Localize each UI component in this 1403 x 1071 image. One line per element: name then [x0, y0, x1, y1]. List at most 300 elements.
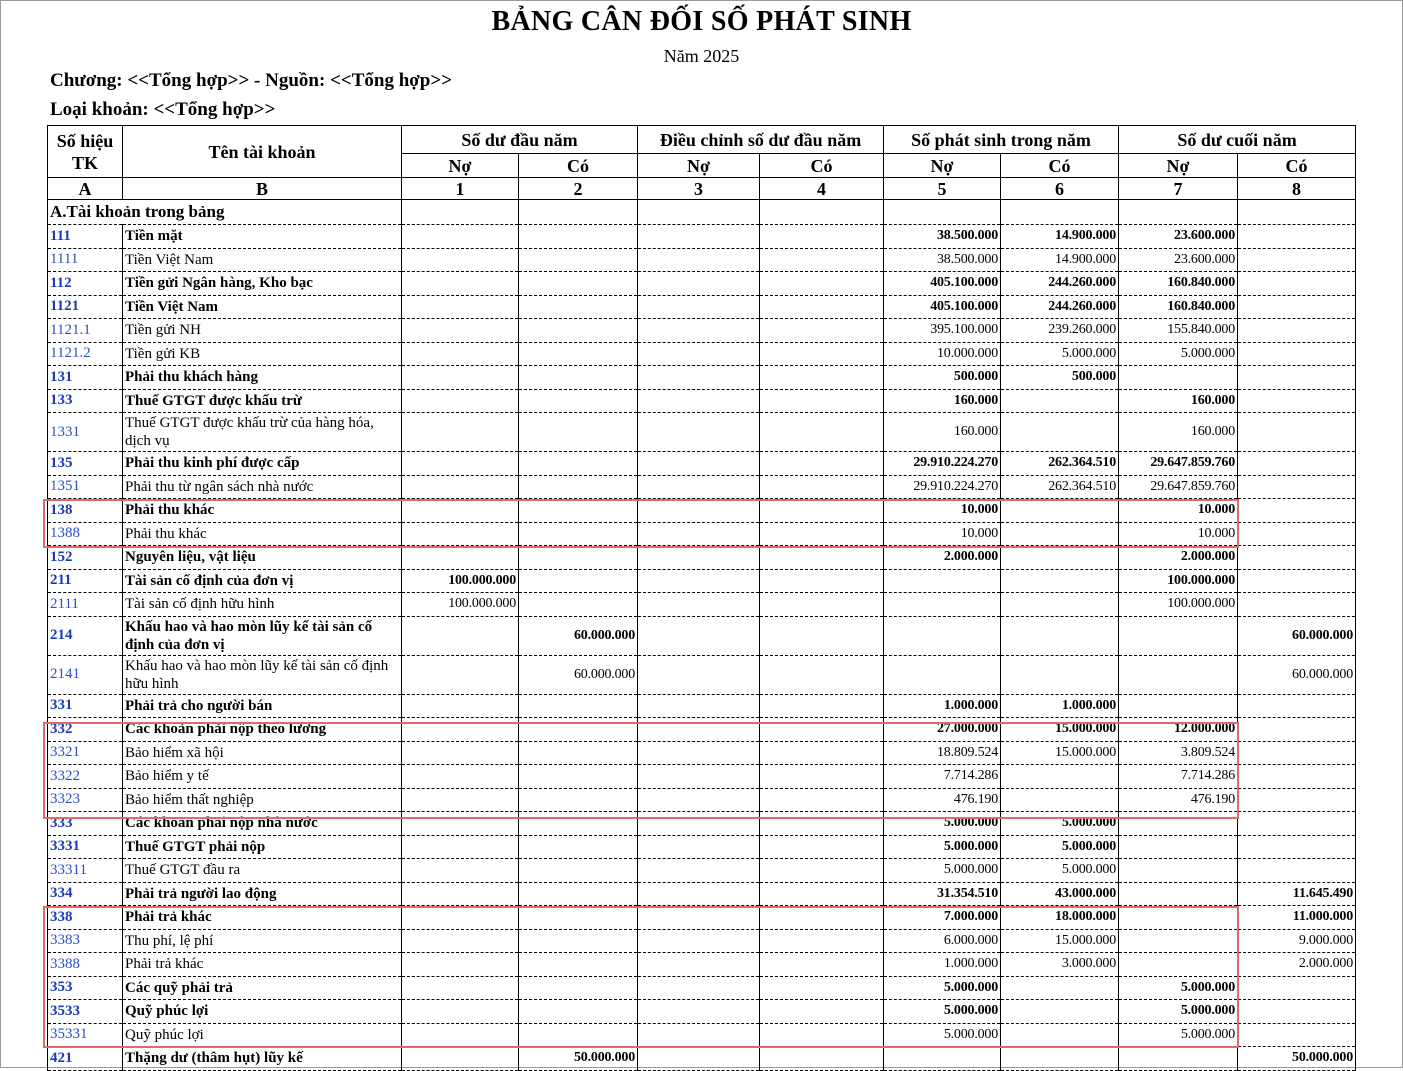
amount-cell [402, 475, 519, 499]
amount-cell [402, 389, 519, 413]
amount-cell [1238, 741, 1356, 765]
amount-cell [519, 389, 638, 413]
amount-cell: 5.000.000 [1119, 1000, 1238, 1024]
amount-cell [1238, 569, 1356, 593]
amount-cell [1238, 272, 1356, 296]
amount-cell: 29.647.859.760 [1119, 452, 1238, 476]
amount-cell: 14.900.000 [1001, 248, 1119, 272]
account-name: Tiền gửi KB [123, 342, 402, 366]
amount-cell [402, 616, 519, 655]
account-name: Phải thu từ ngân sách nhà nước [123, 475, 402, 499]
account-name: Thu phí, lệ phí [123, 929, 402, 953]
account-code[interactable]: 334 [48, 882, 123, 906]
amount-cell [1238, 1023, 1356, 1047]
header-opening-adjustment: Điều chỉnh số dư đầu năm [638, 126, 884, 154]
amount-cell [1119, 882, 1238, 906]
amount-cell [519, 741, 638, 765]
header-opening-balance: Số dư đầu năm [402, 126, 638, 154]
section-title: A.Tài khoản trong bảng [48, 200, 402, 225]
account-code[interactable]: 331 [48, 694, 123, 718]
amount-cell: 60.000.000 [519, 616, 638, 655]
account-name: Các khoản phải nộp nhà nước [123, 812, 402, 836]
amount-cell [402, 835, 519, 859]
account-code[interactable]: 3533 [48, 1000, 123, 1024]
header-credit: Có [1001, 154, 1119, 178]
amount-cell [760, 593, 884, 617]
amount-cell [1238, 319, 1356, 343]
amount-cell [638, 859, 760, 883]
amount-cell: 38.500.000 [884, 225, 1001, 249]
account-code[interactable]: 1388 [48, 522, 123, 546]
amount-cell [519, 812, 638, 836]
amount-cell: 9.000.000 [1238, 929, 1356, 953]
table-row [48, 295, 1356, 319]
amount-cell: 5.000.000 [1119, 1023, 1238, 1047]
amount-cell [1001, 593, 1119, 617]
amount-cell [519, 593, 638, 617]
table-row [48, 248, 1356, 272]
amount-cell: 2.000.000 [1238, 953, 1356, 977]
amount-cell [638, 319, 760, 343]
account-name: Tiền gửi NH [123, 319, 402, 343]
account-name: Thuế GTGT được khấu trừ của hàng hóa, dịch vụ [123, 413, 402, 452]
amount-cell [1238, 413, 1356, 452]
account-name: Tiền Việt Nam [123, 295, 402, 319]
header-debit: Nợ [1119, 154, 1238, 178]
account-code[interactable]: 332 [48, 718, 123, 742]
amount-cell [519, 765, 638, 789]
account-code[interactable]: 3331 [48, 835, 123, 859]
account-name: Bảo hiểm thất nghiệp [123, 788, 402, 812]
amount-cell: 262.364.510 [1001, 452, 1119, 476]
amount-cell: 15.000.000 [1001, 718, 1119, 742]
amount-cell [1001, 522, 1119, 546]
amount-cell [519, 475, 638, 499]
amount-cell [1238, 1000, 1356, 1024]
amount-cell: 29.647.859.760 [1119, 475, 1238, 499]
amount-cell: 5.000.000 [884, 812, 1001, 836]
amount-cell [638, 741, 760, 765]
account-code[interactable]: 211 [48, 569, 123, 593]
amount-cell [402, 788, 519, 812]
amount-cell [1001, 788, 1119, 812]
amount-cell: 5.000.000 [884, 976, 1001, 1000]
account-code[interactable]: 131 [48, 366, 123, 390]
amount-cell [1238, 718, 1356, 742]
account-name: Phải trả cho người bán [123, 694, 402, 718]
amount-cell [402, 953, 519, 977]
header-arising-in-year: Số phát sinh trong năm [884, 126, 1119, 154]
amount-cell [519, 522, 638, 546]
amount-cell [760, 859, 884, 883]
amount-cell [1001, 1047, 1119, 1071]
amount-cell: 6.000.000 [884, 929, 1001, 953]
amount-cell: 11.645.490 [1238, 882, 1356, 906]
account-name: Bảo hiểm xã hội [123, 741, 402, 765]
amount-cell: 500.000 [884, 366, 1001, 390]
account-name: Các quỹ phải trả [123, 976, 402, 1000]
amount-cell [638, 882, 760, 906]
amount-cell [519, 1023, 638, 1047]
amount-cell [638, 452, 760, 476]
header-account-name: Tên tài khoản [123, 126, 402, 178]
table-row [48, 546, 1356, 570]
amount-cell [1238, 859, 1356, 883]
trial-balance-table [47, 125, 1356, 1071]
amount-cell [638, 976, 760, 1000]
amount-cell: 5.000.000 [1001, 835, 1119, 859]
account-name: Các khoản phải nộp theo lương [123, 718, 402, 742]
amount-cell [638, 953, 760, 977]
amount-cell: 1.000.000 [884, 694, 1001, 718]
amount-cell [1238, 593, 1356, 617]
table-row [48, 452, 1356, 476]
amount-cell: 100.000.000 [1119, 593, 1238, 617]
amount-cell [638, 546, 760, 570]
table-row [48, 882, 1356, 906]
amount-cell: 15.000.000 [1001, 929, 1119, 953]
report-year: Năm 2025 [663, 46, 740, 66]
amount-cell [1238, 976, 1356, 1000]
amount-cell: 27.000.000 [884, 718, 1001, 742]
amount-cell [638, 1023, 760, 1047]
amount-cell [519, 413, 638, 452]
amount-cell: 50.000.000 [1238, 1047, 1356, 1071]
table-row [48, 718, 1356, 742]
amount-cell [1119, 953, 1238, 977]
amount-cell: 1.000.000 [1001, 694, 1119, 718]
account-code[interactable]: 135 [48, 452, 123, 476]
amount-cell [519, 248, 638, 272]
account-code[interactable]: 138 [48, 499, 123, 523]
amount-cell: 476.190 [1119, 788, 1238, 812]
amount-cell [884, 1047, 1001, 1071]
amount-cell: 160.000 [1119, 413, 1238, 452]
amount-cell [638, 906, 760, 930]
amount-cell: 38.500.000 [884, 248, 1001, 272]
amount-cell [638, 475, 760, 499]
amount-cell: 18.809.524 [884, 741, 1001, 765]
amount-cell: 31.354.510 [884, 882, 1001, 906]
amount-cell [638, 413, 760, 452]
amount-cell: 244.260.000 [1001, 295, 1119, 319]
account-code[interactable]: 3323 [48, 788, 123, 812]
amount-cell [1119, 812, 1238, 836]
amount-cell [402, 546, 519, 570]
account-code[interactable]: 3383 [48, 929, 123, 953]
amount-cell: 5.000.000 [1119, 976, 1238, 1000]
table-row [48, 1047, 1356, 1071]
amount-cell [1238, 788, 1356, 812]
amount-cell: 476.190 [884, 788, 1001, 812]
amount-cell [1238, 765, 1356, 789]
account-name: Thuế GTGT phải nộp [123, 835, 402, 859]
amount-cell [402, 272, 519, 296]
account-name: Bảo hiểm y tế [123, 765, 402, 789]
amount-cell [1238, 475, 1356, 499]
amount-cell [638, 593, 760, 617]
amount-cell [402, 1023, 519, 1047]
header-credit: Có [760, 154, 884, 178]
amount-cell [1001, 976, 1119, 1000]
amount-cell [519, 319, 638, 343]
amount-cell [519, 272, 638, 296]
account-code[interactable]: 1121 [48, 295, 123, 319]
amount-cell [519, 882, 638, 906]
amount-cell [760, 452, 884, 476]
amount-cell [1119, 835, 1238, 859]
account-code[interactable]: 421 [48, 1047, 123, 1071]
amount-cell [638, 1047, 760, 1071]
amount-cell: 5.000.000 [1119, 342, 1238, 366]
amount-cell [760, 569, 884, 593]
amount-cell [638, 342, 760, 366]
amount-cell: 155.840.000 [1119, 319, 1238, 343]
account-code[interactable]: 1121.2 [48, 342, 123, 366]
amount-cell [638, 272, 760, 296]
amount-cell [519, 859, 638, 883]
amount-cell [519, 929, 638, 953]
table-row [48, 413, 1356, 452]
table-row [48, 225, 1356, 249]
amount-cell [1238, 499, 1356, 523]
amount-cell [760, 225, 884, 249]
amount-cell [1001, 1000, 1119, 1024]
amount-cell [1238, 522, 1356, 546]
amount-cell: 160.000 [884, 389, 1001, 413]
amount-cell [1119, 655, 1238, 694]
amount-cell [760, 499, 884, 523]
account-code[interactable]: 133 [48, 389, 123, 413]
amount-cell [760, 835, 884, 859]
account-name: Tiền Việt Nam [123, 248, 402, 272]
amount-cell: 60.000.000 [1238, 616, 1356, 655]
amount-cell [638, 248, 760, 272]
amount-cell [760, 413, 884, 452]
amount-cell: 29.910.224.270 [884, 475, 1001, 499]
amount-cell [402, 906, 519, 930]
amount-cell [402, 1000, 519, 1024]
header-col-a: A [48, 178, 123, 200]
amount-cell [402, 248, 519, 272]
item-type-line: Loại khoản: <<Tổng hợp>> [50, 99, 276, 120]
account-code[interactable]: 1351 [48, 475, 123, 499]
amount-cell [760, 741, 884, 765]
table-row [48, 522, 1356, 546]
amount-cell [402, 1047, 519, 1071]
account-code[interactable]: 214 [48, 616, 123, 655]
amount-cell [519, 694, 638, 718]
header-debit: Nợ [402, 154, 519, 178]
amount-cell: 1.000.000 [884, 953, 1001, 977]
amount-cell [1001, 765, 1119, 789]
amount-cell [760, 389, 884, 413]
amount-cell [402, 342, 519, 366]
header-account-no: Số hiệu TK [48, 126, 123, 178]
amount-cell [402, 812, 519, 836]
table-row [48, 272, 1356, 296]
amount-cell [519, 452, 638, 476]
amount-cell [638, 569, 760, 593]
amount-cell [519, 366, 638, 390]
amount-cell [760, 366, 884, 390]
account-code[interactable]: 3388 [48, 953, 123, 977]
header-col-2: 2 [519, 178, 638, 200]
amount-cell [638, 1000, 760, 1024]
amount-cell [519, 976, 638, 1000]
table-row [48, 569, 1356, 593]
account-code[interactable]: 1111 [48, 248, 123, 272]
amount-cell [402, 499, 519, 523]
table-row [48, 835, 1356, 859]
table-row [48, 788, 1356, 812]
account-name: Quỹ phúc lợi [123, 1000, 402, 1024]
account-code[interactable]: 33311 [48, 859, 123, 883]
account-code[interactable]: 338 [48, 906, 123, 930]
amount-cell [402, 413, 519, 452]
amount-cell: 7.714.286 [1119, 765, 1238, 789]
amount-cell [638, 835, 760, 859]
account-code[interactable]: 111 [48, 225, 123, 249]
amount-cell: 2.000.000 [1119, 546, 1238, 570]
account-name: Phải thu khách hàng [123, 366, 402, 390]
amount-cell [760, 976, 884, 1000]
amount-cell [402, 859, 519, 883]
amount-cell [519, 906, 638, 930]
account-name: Phải thu khác [123, 499, 402, 523]
table-row [48, 593, 1356, 617]
account-name: Quỹ phúc lợi [123, 1023, 402, 1047]
header-col-7: 7 [1119, 178, 1238, 200]
table-body [48, 200, 1356, 1071]
amount-cell: 18.000.000 [1001, 906, 1119, 930]
amount-cell [760, 248, 884, 272]
amount-cell: 10.000.000 [884, 342, 1001, 366]
amount-cell: 3.000.000 [1001, 953, 1119, 977]
amount-cell [1238, 389, 1356, 413]
amount-cell: 7.000.000 [884, 906, 1001, 930]
amount-cell: 10.000 [884, 499, 1001, 523]
amount-cell [1001, 569, 1119, 593]
amount-cell [884, 655, 1001, 694]
account-name: Phải thu khác [123, 522, 402, 546]
amount-cell [519, 546, 638, 570]
amount-cell [884, 616, 1001, 655]
amount-cell [760, 295, 884, 319]
amount-cell: 405.100.000 [884, 295, 1001, 319]
table-row [48, 475, 1356, 499]
amount-cell: 5.000.000 [884, 1023, 1001, 1047]
amount-cell: 239.260.000 [1001, 319, 1119, 343]
amount-cell: 23.600.000 [1119, 225, 1238, 249]
amount-cell [638, 929, 760, 953]
header-col-4: 4 [760, 178, 884, 200]
amount-cell [1238, 812, 1356, 836]
amount-cell [402, 741, 519, 765]
amount-cell [1238, 295, 1356, 319]
account-code[interactable]: 2141 [48, 655, 123, 694]
account-code[interactable]: 2111 [48, 593, 123, 617]
amount-cell [638, 616, 760, 655]
amount-cell [519, 835, 638, 859]
amount-cell [760, 475, 884, 499]
amount-cell [638, 788, 760, 812]
amount-cell: 60.000.000 [519, 655, 638, 694]
amount-cell [760, 1000, 884, 1024]
amount-cell [1238, 694, 1356, 718]
amount-cell [760, 882, 884, 906]
account-code[interactable]: 353 [48, 976, 123, 1000]
amount-cell [402, 452, 519, 476]
table-row [48, 655, 1356, 694]
table-row [48, 859, 1356, 883]
amount-cell: 5.000.000 [884, 1000, 1001, 1024]
account-code[interactable]: 35331 [48, 1023, 123, 1047]
amount-cell [760, 546, 884, 570]
amount-cell [638, 522, 760, 546]
amount-cell: 160.000 [1119, 389, 1238, 413]
amount-cell [1238, 835, 1356, 859]
account-name: Phải trả khác [123, 906, 402, 930]
amount-cell: 160.000 [884, 413, 1001, 452]
amount-cell [638, 694, 760, 718]
account-code[interactable]: 1331 [48, 413, 123, 452]
amount-cell [1001, 499, 1119, 523]
table-row [48, 616, 1356, 655]
amount-cell [638, 389, 760, 413]
amount-cell: 100.000.000 [402, 593, 519, 617]
section-row [48, 200, 1356, 225]
amount-cell [402, 929, 519, 953]
table-row [48, 976, 1356, 1000]
table-row [48, 342, 1356, 366]
account-code[interactable]: 3322 [48, 765, 123, 789]
amount-cell [1238, 342, 1356, 366]
account-code[interactable]: 3321 [48, 741, 123, 765]
amount-cell [1119, 1047, 1238, 1071]
amount-cell: 12.000.000 [1119, 718, 1238, 742]
amount-cell: 262.364.510 [1001, 475, 1119, 499]
header-col-1: 1 [402, 178, 519, 200]
header-debit: Nợ [884, 154, 1001, 178]
table-row [48, 366, 1356, 390]
account-name: Tài sản cố định của đơn vị [123, 569, 402, 593]
account-name: Tiền gửi Ngân hàng, Kho bạc [123, 272, 402, 296]
amount-cell: 160.840.000 [1119, 295, 1238, 319]
account-code[interactable]: 112 [48, 272, 123, 296]
amount-cell [760, 906, 884, 930]
amount-cell [519, 1000, 638, 1024]
amount-cell [760, 655, 884, 694]
amount-cell [760, 788, 884, 812]
amount-cell [638, 499, 760, 523]
amount-cell: 7.714.286 [884, 765, 1001, 789]
table-row [48, 1000, 1356, 1024]
account-code[interactable]: 333 [48, 812, 123, 836]
header-col-3: 3 [638, 178, 760, 200]
amount-cell [884, 569, 1001, 593]
table-row [48, 929, 1356, 953]
account-name: Thặng dư (thâm hụt) lũy kế [123, 1047, 402, 1071]
account-code[interactable]: 152 [48, 546, 123, 570]
amount-cell [884, 593, 1001, 617]
amount-cell [760, 694, 884, 718]
account-code[interactable]: 1121.1 [48, 319, 123, 343]
table-row [48, 906, 1356, 930]
amount-cell: 10.000 [884, 522, 1001, 546]
amount-cell [1001, 616, 1119, 655]
amount-cell [1238, 452, 1356, 476]
